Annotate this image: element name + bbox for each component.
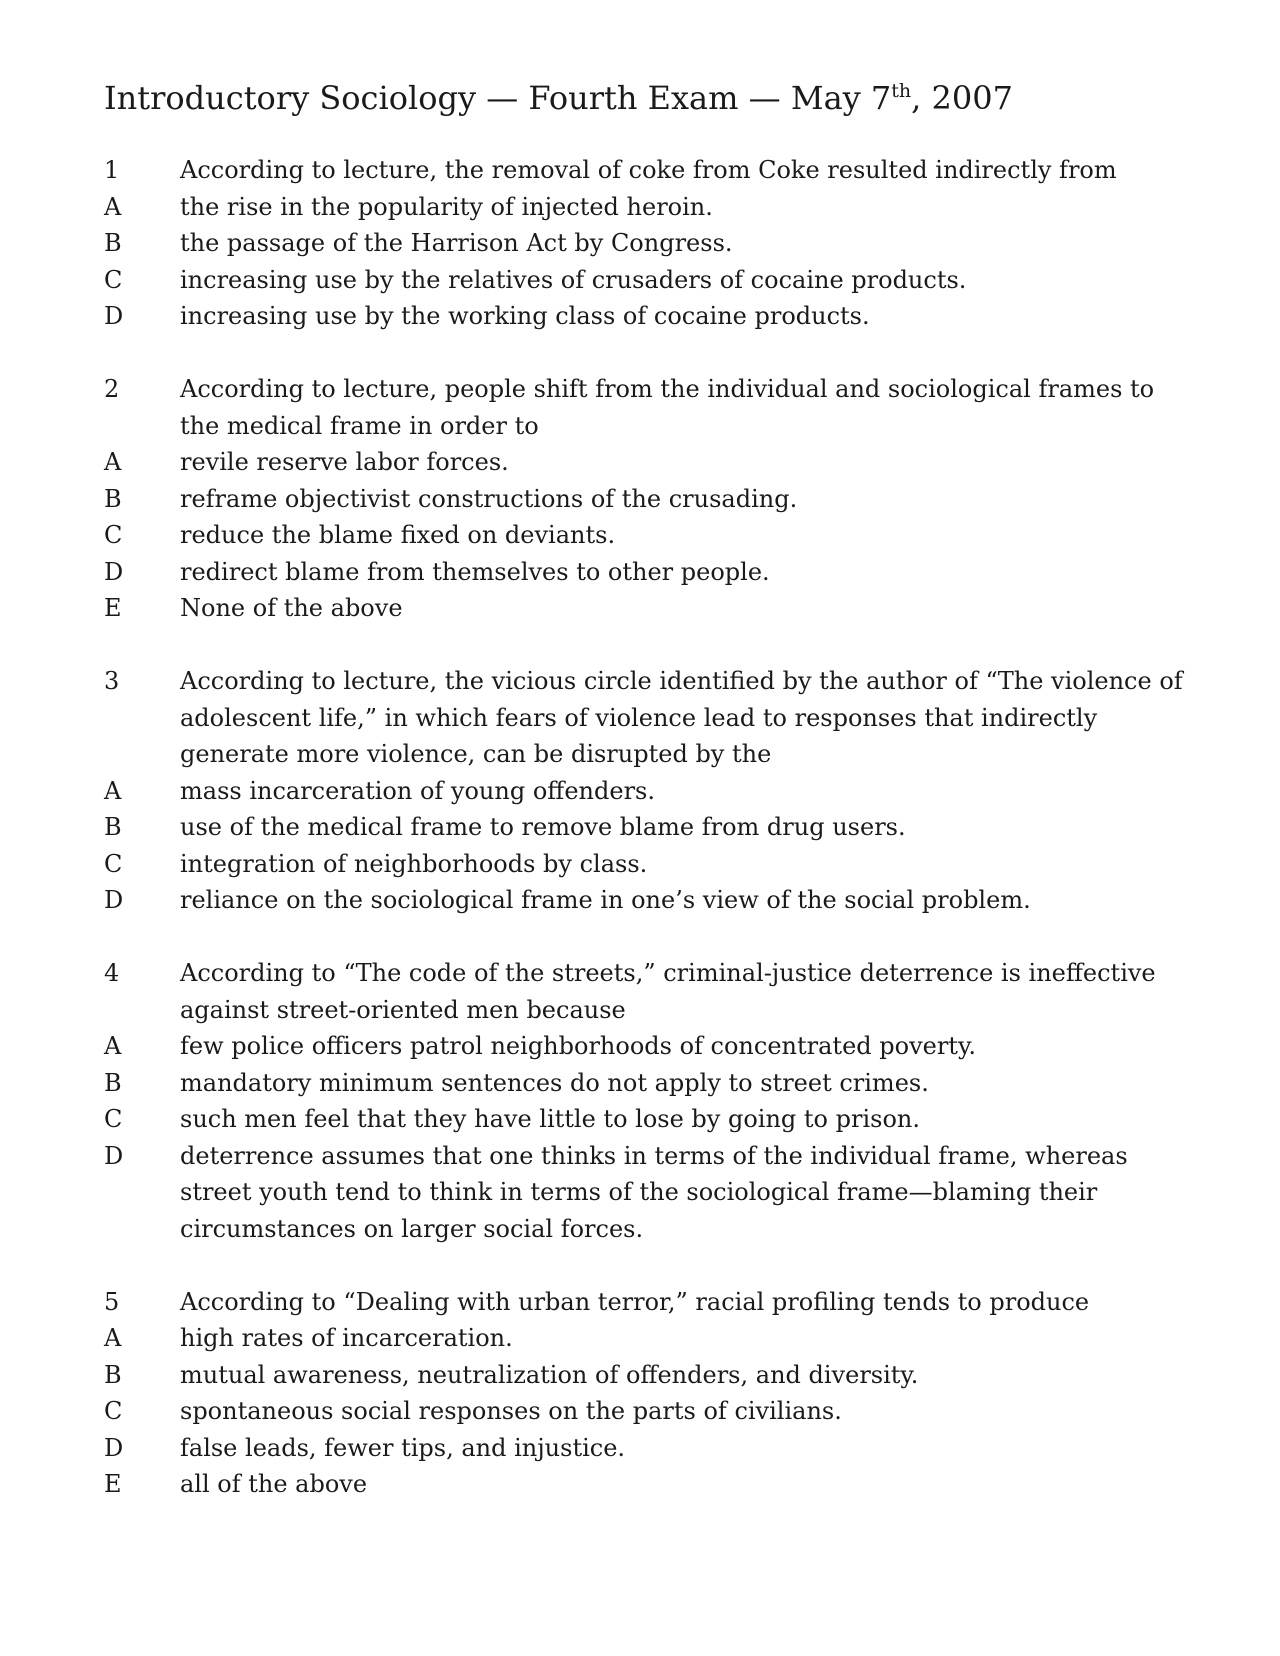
- question-number: 2: [104, 375, 120, 403]
- option-row: [104, 1320, 1184, 1357]
- option-letter: B: [104, 1068, 122, 1097]
- option-row: [104, 1028, 1184, 1065]
- option-letter: C: [104, 521, 123, 549]
- option-letter: C: [104, 265, 123, 294]
- title-year: , 2007: [911, 79, 1013, 117]
- option-row: [104, 554, 1184, 591]
- option-text: revile reserve labor forces.: [180, 448, 509, 476]
- question-number: 5: [104, 1287, 120, 1316]
- option-text: high rates of incarceration.: [180, 1324, 513, 1352]
- option-row: [104, 1357, 1184, 1394]
- option-text: deterrence assumes that one thinks in terms of the individual frame, whereas street youth tend to think in terms of the sociological frame—blaming their circumstances on larger social forces.: [180, 1141, 1128, 1243]
- question-stem: According to lecture, the removal of coke from Coke resulted indirectly from: [180, 156, 1117, 184]
- option-letter: D: [104, 302, 124, 330]
- question-stem-row: [104, 371, 1184, 444]
- question-2: [104, 371, 1184, 627]
- option-row: [104, 189, 1184, 226]
- option-text: all of the above: [180, 1470, 368, 1498]
- option-row: [104, 882, 1184, 919]
- option-row: [104, 809, 1184, 846]
- question-stem: According to “The code of the streets,” criminal-justice deterrence is ineffective against street-oriented men because: [180, 959, 1156, 1024]
- option-letter: D: [104, 1141, 124, 1170]
- option-row: [104, 1138, 1184, 1248]
- option-row: [104, 444, 1184, 481]
- option-text: the rise in the popularity of injected heroin.: [180, 192, 713, 221]
- option-text: increasing use by the relatives of crusaders of cocaine products.: [180, 265, 967, 294]
- option-letter: E: [104, 1470, 122, 1498]
- option-row: [104, 1065, 1184, 1102]
- question-number: 3: [104, 667, 120, 695]
- option-text: false leads, fewer tips, and injustice.: [180, 1433, 626, 1462]
- question-stem-row: [104, 1284, 1184, 1321]
- option-row: [104, 517, 1184, 554]
- title-superscript: th: [891, 80, 912, 102]
- option-text: reliance on the sociological frame in one’s view of the social problem.: [180, 886, 1031, 914]
- question-number: 1: [104, 156, 120, 184]
- question-stem: According to lecture, people shift from the individual and sociological frames to the medical frame in order to: [180, 375, 1155, 440]
- option-text: increasing use by the working class of cocaine products.: [180, 302, 870, 330]
- option-row: [104, 1393, 1184, 1430]
- option-text: mutual awareness, neutralization of offenders, and diversity.: [180, 1360, 919, 1389]
- option-text: use of the medical frame to remove blame from drug users.: [180, 813, 906, 841]
- option-row: [104, 590, 1184, 627]
- question-4: [104, 955, 1184, 1247]
- option-row: [104, 1430, 1184, 1467]
- option-letter: A: [104, 776, 122, 805]
- question-5: [104, 1284, 1184, 1503]
- question-stem: According to “Dealing with urban terror,” racial profiling tends to produce: [180, 1287, 1090, 1316]
- option-letter: C: [104, 1397, 123, 1425]
- option-text: such men feel that they have little to lose by going to prison.: [180, 1105, 920, 1133]
- option-letter: C: [104, 849, 123, 878]
- option-text: redirect blame from themselves to other people.: [180, 557, 770, 586]
- option-row: [104, 1101, 1184, 1138]
- question-number: 4: [104, 959, 120, 987]
- option-letter: E: [104, 594, 122, 622]
- option-text: the passage of the Harrison Act by Congress.: [180, 229, 733, 257]
- question-stem-row: [104, 152, 1184, 189]
- option-text: None of the above: [180, 594, 403, 622]
- option-letter: D: [104, 886, 124, 914]
- option-letter: B: [104, 1360, 122, 1389]
- option-text: reframe objectivist constructions of the crusading.: [180, 484, 798, 513]
- option-row: [104, 1466, 1184, 1503]
- option-letter: A: [104, 192, 122, 221]
- option-row: [104, 481, 1184, 518]
- option-letter: B: [104, 813, 122, 841]
- question-stem-row: [104, 955, 1184, 1028]
- option-text: mandatory minimum sentences do not apply to street crimes.: [180, 1068, 929, 1097]
- question-3: [104, 663, 1184, 919]
- question-stem-row: [104, 663, 1184, 773]
- option-row: [104, 846, 1184, 883]
- option-text: spontaneous social responses on the parts of civilians.: [180, 1397, 842, 1425]
- option-row: [104, 225, 1184, 262]
- option-letter: A: [104, 448, 122, 476]
- option-text: integration of neighborhoods by class.: [180, 849, 648, 878]
- option-letter: D: [104, 557, 124, 586]
- option-text: reduce the blame fixed on deviants.: [180, 521, 616, 549]
- title-main: Introductory Sociology — Fourth Exam — May 7: [104, 79, 892, 117]
- question-1: [104, 152, 1184, 335]
- option-row: [104, 773, 1184, 810]
- option-letter: B: [104, 484, 122, 513]
- option-letter: C: [104, 1105, 123, 1133]
- option-letter: B: [104, 229, 122, 257]
- exam-page: [104, 74, 1184, 1539]
- page-title: [104, 74, 1184, 122]
- option-row: [104, 262, 1184, 299]
- option-letter: A: [104, 1032, 122, 1060]
- option-text: mass incarceration of young offenders.: [180, 776, 655, 805]
- option-letter: D: [104, 1433, 124, 1462]
- option-row: [104, 298, 1184, 335]
- question-stem: According to lecture, the vicious circle identified by the author of “The violence of adolescent life,” in which fears of violence lead to responses that indirectly generate more violence, can be disrupted by the: [180, 667, 1183, 768]
- option-text: few police officers patrol neighborhoods of concentrated poverty.: [180, 1032, 976, 1060]
- option-letter: A: [104, 1324, 122, 1352]
